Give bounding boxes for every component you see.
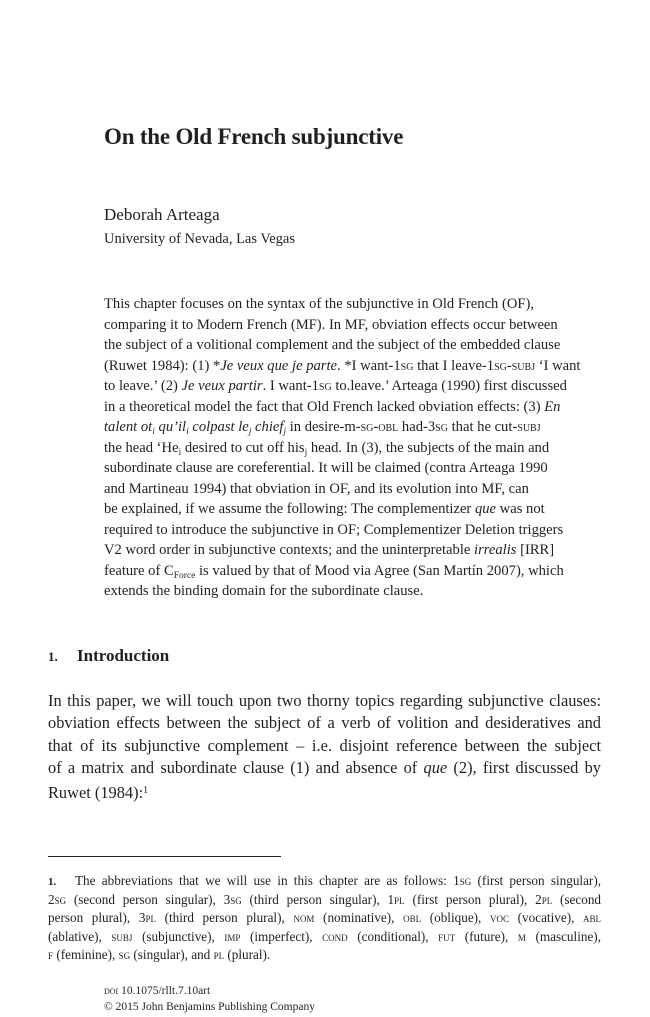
abstract-line: (Ruwet 1984): (1) *Je veux que je parte. *I want-1sg that I leave-1sg-subj ‘I want <box>104 357 581 374</box>
footnote-line: f (feminine), sg (singular), and pl (plural). <box>48 947 271 963</box>
footnote-line: (ablative), subj (subjunctive), imp (imperfect), cond (conditional), fut (future), m (masculine), <box>48 928 601 944</box>
author-affiliation: University of Nevada, Las Vegas <box>104 231 295 247</box>
abstract-line: V2 word order in subjunctive contexts; and the uninterpretable irrealis [IRR] <box>104 542 555 558</box>
abstract-line: the head ‘$He_i$ desired to cut off his$_j$ head. In (3), the subjects of the main and <box>104 439 550 458</box>
abstract-line: the subject of a volitional complement and the subject of the embedded clause <box>104 337 561 353</box>
abstract-line: be explained, if we assume the following: The complementizer que was not <box>104 501 545 517</box>
abstract-line: feature of $C_{Force}$ is valued by that of Mood via Agree (San Martín 2007), which <box>104 562 564 581</box>
abstract-line: to leave.’ (2) Je veux partir. I want-1sg to.leave.’ Arteaga (1990) first discussed <box>104 378 567 394</box>
footnote-divider <box>48 856 281 857</box>
abstract-line: subordinate clause are coreferential. It will be claimed (contra Arteaga 1990 <box>104 460 548 476</box>
body-line: In this paper, we will touch upon two thorny topics regarding subjunctive clauses: <box>48 691 601 710</box>
body-line: of a matrix and subordinate clause (1) and absence of que (2), first discussed by <box>48 758 601 778</box>
chapter-title: On the Old French subjunctive <box>104 124 404 149</box>
abstract <box>104 294 581 602</box>
footnote-line: person plural), 3pl (third person plural), nom (nominative), obl (oblique), voc (vocative), abl <box>48 910 602 926</box>
section-heading: Introduction <box>77 646 170 665</box>
footnote-number: 1. <box>48 876 57 888</box>
body-paragraph <box>48 690 601 802</box>
abstract-line: talent $ot_i$ $qu’il_i$ colpast $le_j$ chief$_j$ in desire-m-sg-obl had-3sg that he cut-subj <box>104 419 541 437</box>
body-line: that of its subjunctive complement – i.e. disjoint reference between the subject <box>48 735 601 755</box>
footnote <box>48 872 601 965</box>
abstract-line: comparing it to Modern French (MF). In MF, obviation effects occur between <box>104 316 558 333</box>
footnote-line: 1. The abbreviations that we will use in this chapter are as follows: 1sg (first person singular), <box>48 873 602 888</box>
section-number: 1. <box>48 649 58 664</box>
doi[interactable]: doi 10.1075/rllt.7.10art <box>104 985 211 997</box>
footnote-line: 2sg (second person singular), 3sg (third person singular), 1pl (first person plural), 2pl (second <box>48 891 602 907</box>
author-name: Deborah Arteaga <box>104 205 220 224</box>
copyright-notice: © 2015 John Benjamins Publishing Company <box>104 1001 315 1013</box>
abstract-line: extends the binding domain for the subordinate clause. <box>104 583 424 599</box>
abstract-line: required to introduce the subjunctive in OF; Complementizer Deletion triggers <box>104 521 564 538</box>
abstract-line: in a theoretical model the fact that Old French lacked obviation effects: (3) En <box>104 398 561 415</box>
body-line: Ruwet (1984):$^1$ <box>48 782 149 802</box>
footnote-reference[interactable]: 1 <box>143 784 149 796</box>
body-line: obviation effects between the subject of a verb of volition and desideratives and <box>48 713 601 733</box>
abstract-line: and Martineau 1994) that obviation in OF, and its evolution into MF, can <box>104 480 529 497</box>
abstract-line: This chapter focuses on the syntax of the subjunctive in Old French (OF), <box>104 296 535 312</box>
